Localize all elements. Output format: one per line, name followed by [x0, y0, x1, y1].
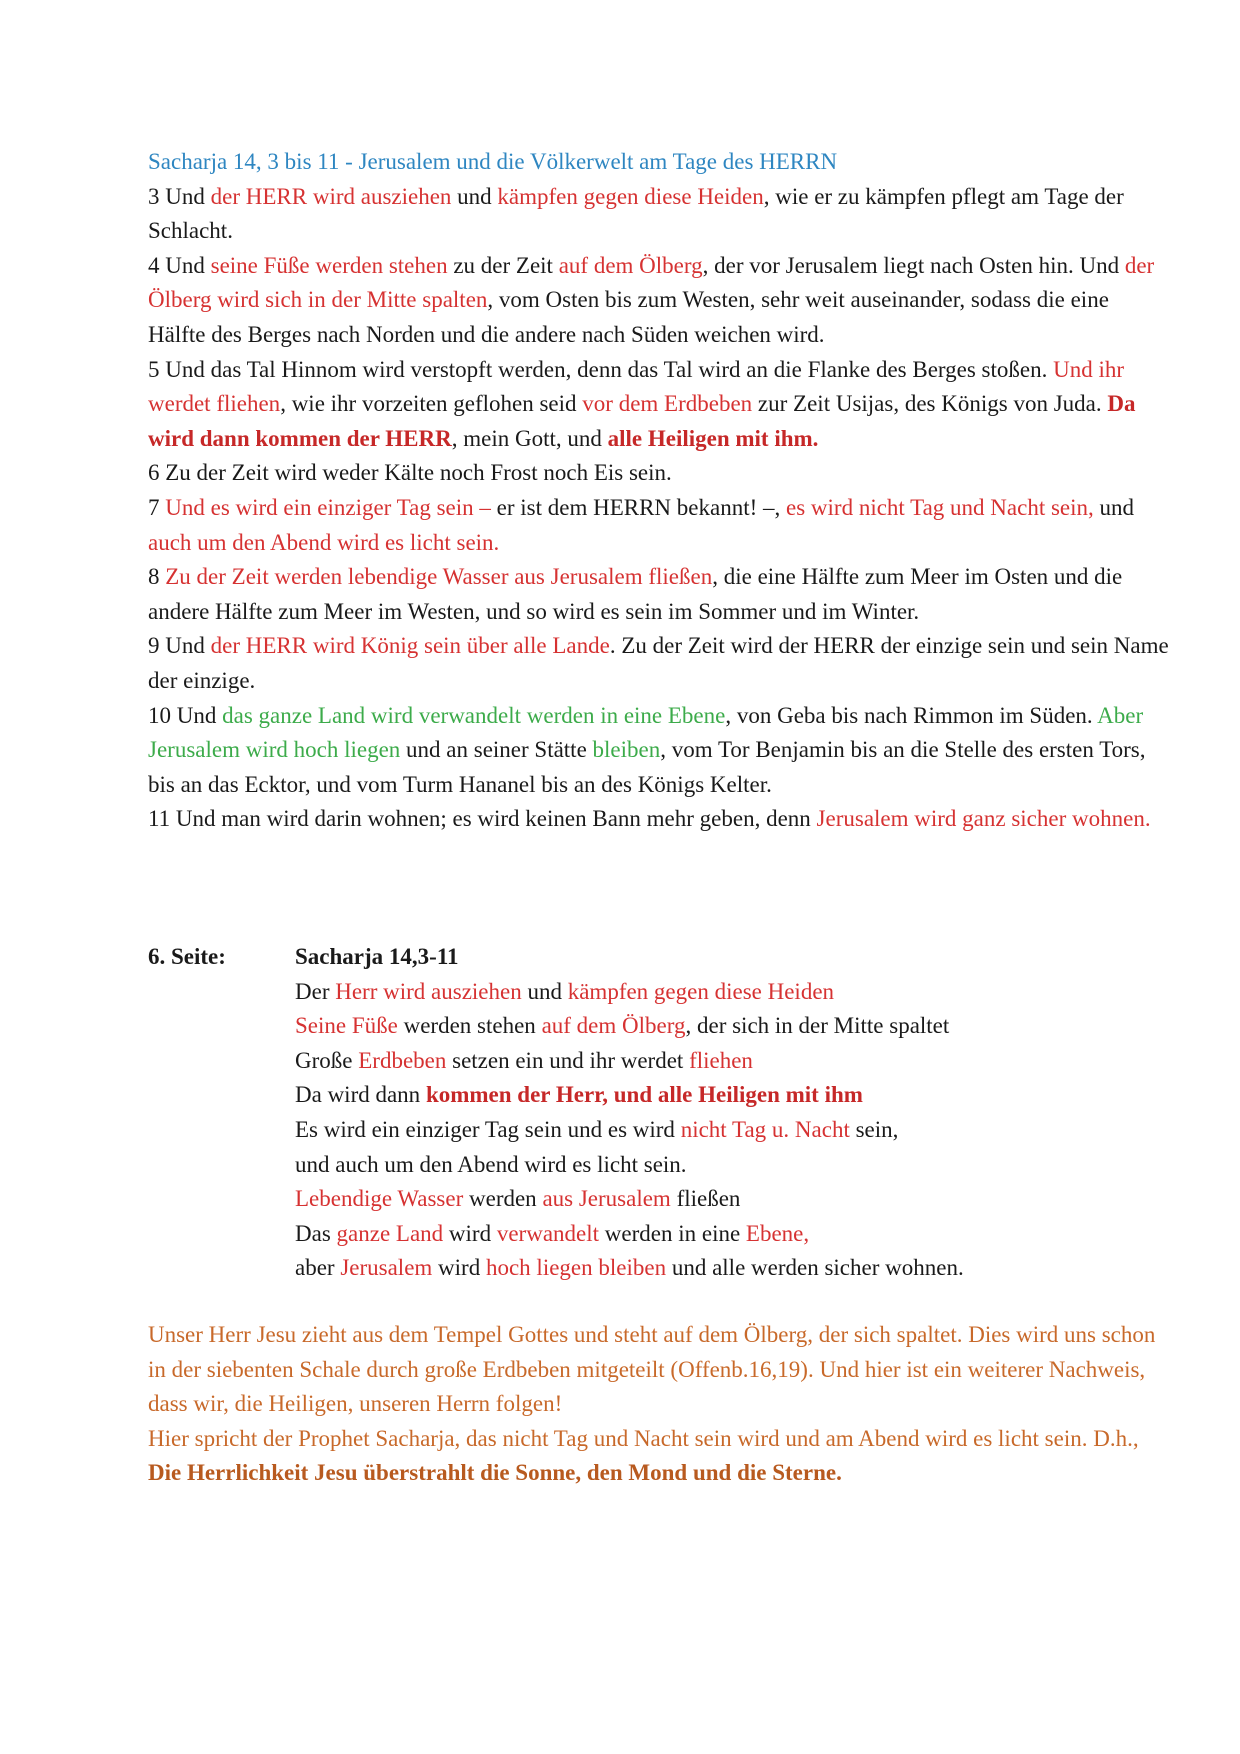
verse-9-text: . Zu der Zeit wird der HERR der einzige sein und sein Name der einzige. — [148, 633, 1169, 693]
verse-10-text: , von Geba bis nach Rimmon im Süden. — [725, 702, 1098, 728]
summary-highlight: hoch liegen bleiben — [485, 1255, 667, 1281]
summary-line-8 — [295, 1217, 964, 1252]
verse-4-highlight: der Ölberg wird sich in der Mitte spalten — [148, 252, 1155, 313]
summary-highlight: auf dem Ölberg — [541, 1013, 686, 1039]
verse-7-text: und — [1093, 494, 1135, 520]
verse-9-text: 9 Und — [148, 633, 211, 659]
verse-5 — [148, 353, 1170, 457]
summary-text: werden in eine — [599, 1220, 746, 1246]
summary-highlight: Ebene, — [745, 1220, 810, 1246]
verse-3-text: und — [451, 183, 498, 209]
verse-7-text: er ist dem HERRN bekannt! –, — [490, 494, 787, 520]
summary-highlight: kämpfen gegen diese Heiden — [567, 978, 835, 1004]
verse-8 — [148, 560, 1170, 629]
verse-6: 6 Zu der Zeit wird weder Kälte noch Frost noch Eis sein. — [148, 460, 672, 486]
summary-text: , der sich in der Mitte spaltet — [685, 1013, 950, 1039]
summary-highlight: Lebendige Wasser — [295, 1186, 464, 1212]
verse-7-text: 7 — [148, 494, 166, 520]
verse-4-text: zu der Zeit — [447, 252, 559, 278]
summary-lines — [295, 940, 964, 1286]
summary-text: wird — [432, 1255, 486, 1281]
verse-8-highlight: Zu der Zeit werden lebendige Wasser aus Jerusalem fließen — [165, 564, 713, 590]
summary-text: Da wird dann — [295, 1082, 426, 1108]
summary-label: 6. Seite: — [148, 944, 226, 969]
verse-5-highlight: Und ihr werdet fliehen — [148, 356, 1125, 417]
commentary-paragraph-2 — [148, 1422, 1170, 1491]
summary-text: Das — [295, 1220, 337, 1246]
summary-text: Der — [295, 978, 336, 1004]
verse-8-text: , die eine Hälfte zum Meer im Osten und die andere Hälfte zum Meer im Westen, und so wird es sein im Sommer und im Winter. — [148, 564, 1123, 624]
verse-5-text: , mein Gott, und — [451, 425, 608, 451]
summary-highlight: Erdbeben — [358, 1047, 447, 1073]
verse-3-text: , wie er zu kämpfen pflegt am Tage der Schlacht. — [148, 183, 1124, 244]
summary-highlight: Jerusalem — [340, 1255, 433, 1281]
verse-10-green: Aber Jerusalem wird hoch liegen — [148, 702, 1144, 763]
summary-line-1 — [295, 975, 964, 1010]
summary-text: sein, — [849, 1116, 899, 1142]
summary-line-7 — [295, 1182, 964, 1217]
verse-7-highlight: Und es wird ein einziger Tag sein – — [165, 494, 491, 520]
scripture-passage — [148, 145, 1170, 837]
verse-7 — [148, 491, 1170, 560]
summary-line-4 — [295, 1078, 964, 1113]
summary-highlight: nicht Tag u. Nacht — [680, 1116, 850, 1142]
verse-3-highlight: der HERR wird ausziehen — [210, 183, 452, 209]
summary-line-2 — [295, 1009, 964, 1044]
commentary-text: Hier spricht der Prophet Sacharja, das nicht Tag und Nacht sein wird und am Abend wird es licht sein. D.h., — [148, 1425, 1139, 1451]
summary-text: Große — [295, 1047, 359, 1073]
passage-heading: Sacharja 14, 3 bis 11 - Jerusalem und die Völkerwelt am Tage des HERRN — [148, 149, 838, 174]
commentary-paragraph-1: Unser Herr Jesu zieht aus dem Tempel Gottes und steht auf dem Ölberg, der sich spaltet. Dies wird uns schon in der siebenten Schale durch große Erdbeben mitgeteilt (Offenb.16,19). Und hier ist ein weiterer Nachweis, dass wir, die Heiligen, unseren Herrn folgen! — [148, 1322, 1156, 1417]
verse-4 — [148, 249, 1170, 353]
summary-highlight: ganze Land — [336, 1220, 444, 1246]
verse-3-highlight: kämpfen gegen diese Heiden — [497, 183, 764, 209]
page-summary — [148, 940, 1170, 1286]
commentary — [148, 1318, 1170, 1491]
verse-11-text: 11 Und man wird darin wohnen; es wird keinen Bann mehr geben, denn — [148, 806, 817, 832]
verse-10-text: , vom Tor Benjamin bis an die Stelle des ersten Tors, bis an das Ecktor, und vom Turm Hananel bis an des Königs Kelter. — [148, 737, 1146, 797]
verse-11-highlight: Jerusalem wird ganz sicher wohnen. — [816, 806, 1151, 832]
summary-line-6: und auch um den Abend wird es licht sein. — [295, 1151, 687, 1177]
verse-5-highlight: vor dem Erdbeben — [582, 391, 753, 417]
summary-line-3 — [295, 1044, 964, 1079]
verse-4-highlight: seine Füße werden stehen — [210, 252, 448, 278]
summary-highlight: aus Jerusalem — [542, 1186, 671, 1212]
verse-3-text: 3 Und — [148, 183, 211, 209]
summary-text: werden stehen — [397, 1013, 542, 1039]
verse-4-text: 4 Und — [148, 252, 211, 278]
summary-highlight: Seine Füße — [295, 1013, 398, 1039]
summary-text: fließen — [670, 1186, 741, 1212]
verse-10-text: und an seiner Stätte — [400, 737, 593, 763]
verse-8-text: 8 — [148, 564, 166, 590]
verse-9-highlight: der HERR wird König sein über alle Lande — [210, 633, 610, 659]
commentary-strong: Die Herrlichkeit Jesu überstrahlt die Sonne, den Mond und die Sterne. — [148, 1460, 842, 1486]
verse-5-text: zur Zeit Usijas, des Königs von Juda. — [752, 391, 1108, 417]
summary-text: wird — [443, 1220, 497, 1246]
verse-5-strong: Da wird dann kommen der HERR — [148, 391, 1136, 451]
summary-text: werden — [463, 1186, 543, 1212]
summary-text: und — [521, 978, 568, 1004]
verse-9 — [148, 629, 1170, 698]
summary-highlight: verwandelt — [496, 1220, 600, 1246]
verse-5-strong: alle Heiligen mit ihm. — [607, 425, 819, 451]
summary-text: setzen ein und ihr werdet — [446, 1047, 690, 1073]
verse-10-green: das ganze Land wird verwandelt werden in eine Ebene — [222, 702, 726, 728]
summary-highlight: Herr wird ausziehen — [335, 978, 522, 1004]
verse-10-text: 10 Und — [148, 702, 223, 728]
summary-text: Es wird ein einziger Tag sein und es wird — [295, 1116, 681, 1142]
verse-11 — [148, 802, 1170, 837]
verse-4-text: , der vor Jerusalem liegt nach Osten hin. Und — [702, 252, 1125, 278]
verse-7-highlight: es wird nicht Tag und Nacht sein, — [786, 494, 1094, 520]
summary-line-5 — [295, 1113, 964, 1148]
summary-text: und alle werden sicher wohnen. — [666, 1255, 964, 1281]
verse-5-text: 5 Und das Tal Hinnom wird verstopft werden, denn das Tal wird an die Flanke des Berges stoßen. — [148, 356, 1054, 382]
summary-highlight: fliehen — [689, 1047, 753, 1073]
summary-line-9 — [295, 1251, 964, 1286]
summary-strong: kommen der Herr, und alle Heiligen mit ihm — [425, 1082, 863, 1108]
verse-4-text: , vom Osten bis zum Westen, sehr weit auseinander, sodass die eine Hälfte des Berges nach Norden und die andere nach Süden weichen wird. — [148, 287, 1109, 347]
verse-10 — [148, 699, 1170, 803]
summary-text: aber — [295, 1255, 341, 1281]
verse-5-text: , wie ihr vorzeiten geflohen seid — [280, 391, 583, 417]
verse-10-green: bleiben — [592, 737, 661, 763]
verse-4-highlight: auf dem Ölberg — [558, 252, 703, 278]
summary-title: Sacharja 14,3-11 — [295, 944, 459, 969]
verse-7-highlight: auch um den Abend wird es licht sein. — [148, 529, 500, 555]
verse-3 — [148, 180, 1170, 249]
